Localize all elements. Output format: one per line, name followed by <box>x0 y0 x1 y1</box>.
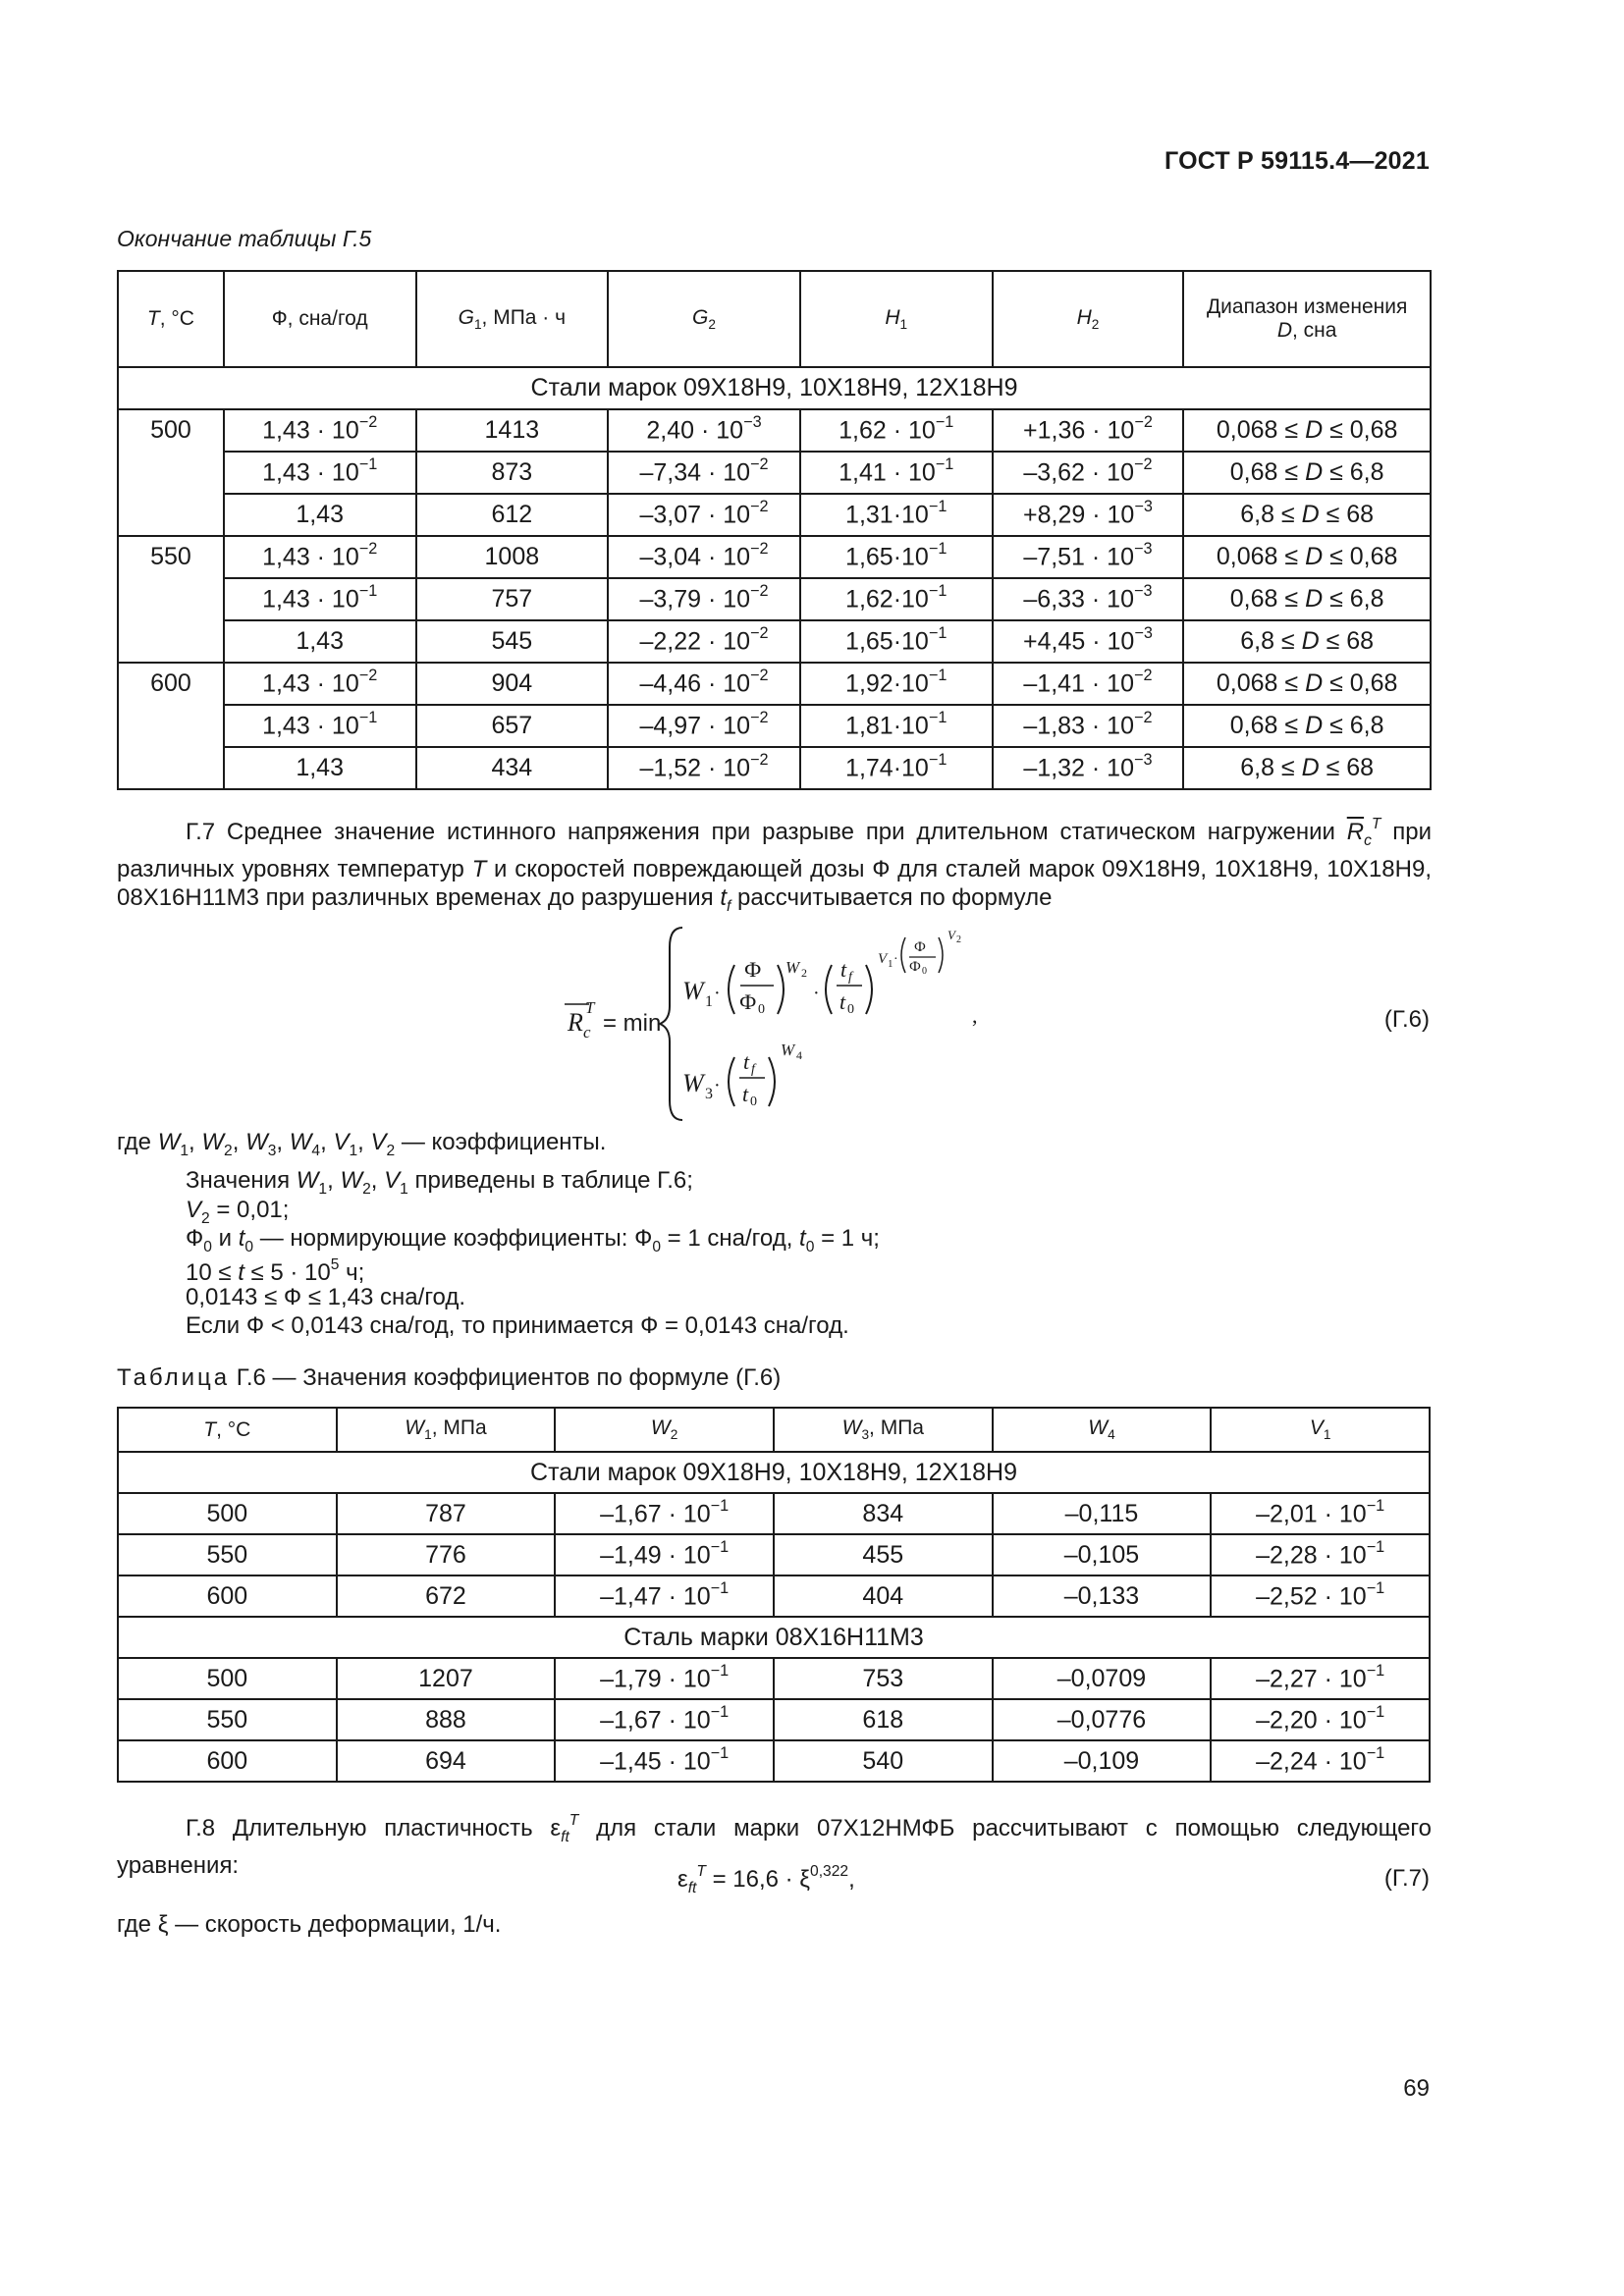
w1-cell: 787 <box>337 1493 556 1534</box>
h2-cell: $-1,32 \cdot 10^{-3}$ <box>993 747 1184 789</box>
range-cell: 0,68 ≤ D ≤ 6,8 <box>1183 578 1431 620</box>
temperature-cell: 600 <box>118 663 224 789</box>
dose-rate-cell: $1,43 \cdot 10^{-1}$ <box>224 578 416 620</box>
svg-text:t: t <box>840 957 847 982</box>
col-header-temperature: T, °C <box>118 271 224 367</box>
svg-text:Ф: Ф <box>744 957 762 982</box>
group-title: Сталь марки 08Х16Н11М3 <box>118 1617 1430 1658</box>
g2-cell: $-4,97 \cdot 10^{-2}$ <box>608 705 800 747</box>
note-normalizing: $Ф_0$ и $t_0$ — нормирующие коэффициенты: $Ф_0 = 1$ сна/год, $t_0 = 1$ ч; <box>186 1225 880 1255</box>
table-row <box>118 409 1431 452</box>
table-row <box>118 747 1431 789</box>
w4-cell: –0,109 <box>993 1740 1212 1782</box>
w3-cell: 834 <box>774 1493 993 1534</box>
h2-cell: $+1,36 \cdot 10^{-2}$ <box>993 409 1184 452</box>
w4-cell: –0,0776 <box>993 1699 1212 1740</box>
col-header-temperature: T, °C <box>118 1408 337 1452</box>
h2-cell: $+4,45 \cdot 10^{-3}$ <box>993 620 1184 663</box>
w4-cell: –0,0709 <box>993 1658 1212 1699</box>
note-phi-min: Если Ф < 0,0143 сна/год, то принимается Ф = 0,0143 сна/год. <box>186 1312 849 1339</box>
col-header-h1: $H_1$ <box>800 271 993 367</box>
svg-text:1: 1 <box>888 958 893 970</box>
v1-cell: $-2,20 \cdot 10^{-1}$ <box>1211 1699 1430 1740</box>
w2-cell: $-1,49 \cdot 10^{-1}$ <box>555 1534 774 1575</box>
g2-cell: $2,40 \cdot 10^{-3}$ <box>608 409 800 452</box>
range-cell: 0,068 ≤ D ≤ 0,68 <box>1183 536 1431 578</box>
col-header-dose-rate: Ф, сна/год <box>224 271 416 367</box>
col-header-v1: $V_1$ <box>1211 1408 1430 1452</box>
table-row <box>118 1575 1430 1617</box>
range-cell: 0,68 ≤ D ≤ 6,8 <box>1183 452 1431 494</box>
range-cell: 6,8 ≤ D ≤ 68 <box>1183 747 1431 789</box>
h1-cell: $1,65\cdot 10^{-1}$ <box>800 536 993 578</box>
dose-rate-cell: $1,43 \cdot 10^{-2}$ <box>224 663 416 705</box>
g1-cell: 1008 <box>416 536 609 578</box>
v1-cell: $-2,01 \cdot 10^{-1}$ <box>1211 1493 1430 1534</box>
g2-cell: $-3,07 \cdot 10^{-2}$ <box>608 494 800 536</box>
svg-text:·: · <box>813 983 820 1004</box>
g2-cell: $-7,34 \cdot 10^{-2}$ <box>608 452 800 494</box>
w2-cell: $-1,47 \cdot 10^{-1}$ <box>555 1575 774 1617</box>
col-header-g1: $G_1$, МПа · ч <box>416 271 609 367</box>
temperature-cell: 600 <box>118 1740 337 1782</box>
range-cell: 0,068 ≤ D ≤ 0,68 <box>1183 409 1431 452</box>
formula-g6-number: (Г.6) <box>1383 1006 1430 1033</box>
h2-cell: $-7,51 \cdot 10^{-3}$ <box>993 536 1184 578</box>
table-header-row <box>118 271 1431 367</box>
table-row <box>118 1493 1430 1534</box>
note-values: Значения $W_1$, $W_2$, $V_1$ приведены в таблице Г.6; <box>186 1167 693 1198</box>
table-row <box>118 1740 1430 1782</box>
h1-cell: $1,62\cdot 10^{-1}$ <box>800 578 993 620</box>
col-header-w4: $W_4$ <box>993 1408 1212 1452</box>
h2-cell: $-6,33 \cdot 10^{-3}$ <box>993 578 1184 620</box>
svg-text:= min: = min <box>603 1010 662 1037</box>
svg-text:0: 0 <box>750 1095 757 1109</box>
h2-cell: $+8,29 \cdot 10^{-3}$ <box>993 494 1184 536</box>
range-cell: 0,68 ≤ D ≤ 6,8 <box>1183 705 1431 747</box>
svg-text:W: W <box>682 977 704 1005</box>
svg-text:W: W <box>682 1069 704 1097</box>
note-phi-range: 0,0143 ≤ Ф ≤ 1,43 сна/год. <box>186 1284 466 1310</box>
svg-text:f: f <box>751 1062 755 1077</box>
w4-cell: –0,115 <box>993 1493 1212 1534</box>
w1-cell: 776 <box>337 1534 556 1575</box>
table-caption: Окончание таблицы Г.5 <box>117 226 372 251</box>
h1-cell: $1,74\cdot 10^{-1}$ <box>800 747 993 789</box>
svg-text:f: f <box>848 970 852 985</box>
col-header-range: Диапазон изменения D, сна <box>1183 271 1431 367</box>
table-row <box>118 494 1431 536</box>
section-g8-where: где ξ — скорость деформации, 1/ч. <box>117 1911 502 1938</box>
svg-text:R: R <box>568 1008 583 1037</box>
w1-cell: 888 <box>337 1699 556 1740</box>
svg-text:t: t <box>743 1049 750 1074</box>
temperature-cell: 550 <box>118 1534 337 1575</box>
g1-cell: 757 <box>416 578 609 620</box>
col-header-w3: $W_3$, МПа <box>774 1408 993 1452</box>
svg-text:W: W <box>781 1041 795 1059</box>
svg-text:V: V <box>878 951 888 967</box>
svg-text:4: 4 <box>796 1048 802 1062</box>
h2-cell: $-3,62 \cdot 10^{-2}$ <box>993 452 1184 494</box>
table-row <box>118 620 1431 663</box>
g2-cell: $-2,22 \cdot 10^{-2}$ <box>608 620 800 663</box>
w2-cell: $-1,45 \cdot 10^{-1}$ <box>555 1740 774 1782</box>
group-row <box>118 1617 1430 1658</box>
w1-cell: 694 <box>337 1740 556 1782</box>
note-v2: $V_2 = 0,01$; <box>186 1197 290 1227</box>
range-cell: 6,8 ≤ D ≤ 68 <box>1183 620 1431 663</box>
range-cell: 6,8 ≤ D ≤ 68 <box>1183 494 1431 536</box>
svg-text:3: 3 <box>705 1086 713 1102</box>
temperature-cell: 550 <box>118 1699 337 1740</box>
table-row <box>118 1534 1430 1575</box>
svg-text:W: W <box>785 958 800 977</box>
v1-cell: $-2,27 \cdot 10^{-1}$ <box>1211 1658 1430 1699</box>
g1-cell: 612 <box>416 494 609 536</box>
table-row <box>118 536 1431 578</box>
v1-cell: $-2,24 \cdot 10^{-1}$ <box>1211 1740 1430 1782</box>
g2-cell: $-3,79 \cdot 10^{-2}$ <box>608 578 800 620</box>
w3-cell: 618 <box>774 1699 993 1740</box>
svg-text:Ф: Ф <box>914 939 926 955</box>
group-row <box>118 1452 1430 1493</box>
group-title: Стали марок 09Х18Н9, 10Х18Н9, 12Х18Н9 <box>118 1452 1430 1493</box>
svg-text:·: · <box>714 983 721 1004</box>
h1-cell: $1,62 \cdot 10^{-1}$ <box>800 409 993 452</box>
w3-cell: 753 <box>774 1658 993 1699</box>
temperature-cell: 500 <box>118 1658 337 1699</box>
h1-cell: $1,31\cdot 10^{-1}$ <box>800 494 993 536</box>
w3-cell: 455 <box>774 1534 993 1575</box>
g2-cell: $-4,46 \cdot 10^{-2}$ <box>608 663 800 705</box>
svg-text:t: t <box>839 989 846 1014</box>
svg-text:0: 0 <box>922 966 927 977</box>
svg-text:T: T <box>585 998 595 1017</box>
w4-cell: –0,105 <box>993 1534 1212 1575</box>
section-g7-where: где $W_1$, $W_2$, $W_3$, $W_4$, $V_1$, $V_2$ — коэффициенты. <box>117 1129 607 1159</box>
svg-text:1: 1 <box>705 993 713 1010</box>
svg-text:2: 2 <box>956 934 961 945</box>
g1-cell: 904 <box>416 663 609 705</box>
group-row <box>118 367 1431 409</box>
dose-rate-cell: $1,43 \cdot 10^{-2}$ <box>224 536 416 578</box>
temperature-cell: 500 <box>118 409 224 536</box>
svg-text:0: 0 <box>847 1002 854 1017</box>
v1-cell: $-2,28 \cdot 10^{-1}$ <box>1211 1534 1430 1575</box>
svg-text:t: t <box>742 1082 749 1106</box>
w1-cell: 672 <box>337 1575 556 1617</box>
g1-cell: 657 <box>416 705 609 747</box>
svg-text:,: , <box>972 1003 978 1028</box>
svg-text:0: 0 <box>758 1002 765 1017</box>
table-header-row <box>118 1408 1430 1452</box>
svg-text:2: 2 <box>801 966 807 980</box>
section-g8-paragraph: Г.8 Длительную пластичность $\varepsilon_{ft}^T$ для стали марки 07Х12НМФБ рассчитывают с помощью следующего уравнения: <box>117 1812 1432 1879</box>
col-header-w1: $W_1$, МПа <box>337 1408 556 1452</box>
col-header-h2: $H_2$ <box>993 271 1184 367</box>
h1-cell: $1,41 \cdot 10^{-1}$ <box>800 452 993 494</box>
w3-cell: 404 <box>774 1575 993 1617</box>
w2-cell: $-1,67 \cdot 10^{-1}$ <box>555 1493 774 1534</box>
table-g6-caption: Таблица Г.6 — Значения коэффициентов по формуле (Г.6) <box>117 1364 782 1391</box>
document-header: ГОСТ Р 59115.4—2021 <box>1164 147 1430 175</box>
col-header-w2: $W_2$ <box>555 1408 774 1452</box>
svg-text:c: c <box>583 1023 591 1041</box>
formula-g6 <box>550 918 1021 1129</box>
temperature-cell: 500 <box>118 1493 337 1534</box>
w1-cell: 1207 <box>337 1658 556 1699</box>
v1-cell: $-2,52 \cdot 10^{-1}$ <box>1211 1575 1430 1617</box>
table-g5 <box>117 270 1432 790</box>
h1-cell: $1,92\cdot 10^{-1}$ <box>800 663 993 705</box>
table-g6 <box>117 1407 1431 1783</box>
g1-cell: 545 <box>416 620 609 663</box>
h1-cell: $1,81\cdot 10^{-1}$ <box>800 705 993 747</box>
table-row <box>118 452 1431 494</box>
dose-rate-cell: 1,43 <box>224 747 416 789</box>
g1-cell: 434 <box>416 747 609 789</box>
h2-cell: $-1,41 \cdot 10^{-2}$ <box>993 663 1184 705</box>
table-row <box>118 705 1431 747</box>
table-row <box>118 1699 1430 1740</box>
temperature-cell: 600 <box>118 1575 337 1617</box>
table-row <box>118 1658 1430 1699</box>
svg-text:V: V <box>947 928 955 942</box>
w2-cell: $-1,67 \cdot 10^{-1}$ <box>555 1699 774 1740</box>
formula-g7-number: (Г.7) <box>1383 1865 1430 1892</box>
svg-text:·: · <box>714 1075 721 1096</box>
h1-cell: $1,65\cdot 10^{-1}$ <box>800 620 993 663</box>
w2-cell: $-1,79 \cdot 10^{-1}$ <box>555 1658 774 1699</box>
svg-text:Ф: Ф <box>909 959 921 975</box>
svg-text:Ф: Ф <box>739 989 757 1014</box>
dose-rate-cell: 1,43 <box>224 620 416 663</box>
svg-text:·: · <box>893 952 898 967</box>
note-t-range: $10 \le t \le 5 \cdot 10^5$ ч; <box>186 1256 365 1286</box>
dose-rate-cell: $1,43 \cdot 10^{-1}$ <box>224 705 416 747</box>
col-header-g2: $G_2$ <box>608 271 800 367</box>
table-row <box>118 578 1431 620</box>
formula-g7: $\varepsilon_{ft}^T = 16,6 \cdot \xi^{0,322}$, <box>677 1863 855 1896</box>
range-cell: 0,068 ≤ D ≤ 0,68 <box>1183 663 1431 705</box>
g1-cell: 1413 <box>416 409 609 452</box>
g2-cell: $-1,52 \cdot 10^{-2}$ <box>608 747 800 789</box>
table-row <box>118 663 1431 705</box>
w4-cell: –0,133 <box>993 1575 1212 1617</box>
section-g7-paragraph: Г.7 Среднее значение истинного напряжения при разрыве при длительном статическом нагружении $\overline{R}_c^T$ при различных уровнях температур T и скоростей повреждающей дозы Ф для сталей марок 09Х18Н9, 10Х18Н9, 10Х18Н9, 08Х16Н11М3 при различных временах до разрушения $t_f$ рассчитывается по формуле <box>117 816 1432 915</box>
g1-cell: 873 <box>416 452 609 494</box>
temperature-cell: 550 <box>118 536 224 663</box>
page-number: 69 <box>1403 2075 1430 2102</box>
g2-cell: $-3,04 \cdot 10^{-2}$ <box>608 536 800 578</box>
dose-rate-cell: $1,43 \cdot 10^{-2}$ <box>224 409 416 452</box>
dose-rate-cell: $1,43 \cdot 10^{-1}$ <box>224 452 416 494</box>
group-title: Стали марок 09Х18Н9, 10Х18Н9, 12Х18Н9 <box>118 367 1431 409</box>
dose-rate-cell: 1,43 <box>224 494 416 536</box>
h2-cell: $-1,83 \cdot 10^{-2}$ <box>993 705 1184 747</box>
w3-cell: 540 <box>774 1740 993 1782</box>
